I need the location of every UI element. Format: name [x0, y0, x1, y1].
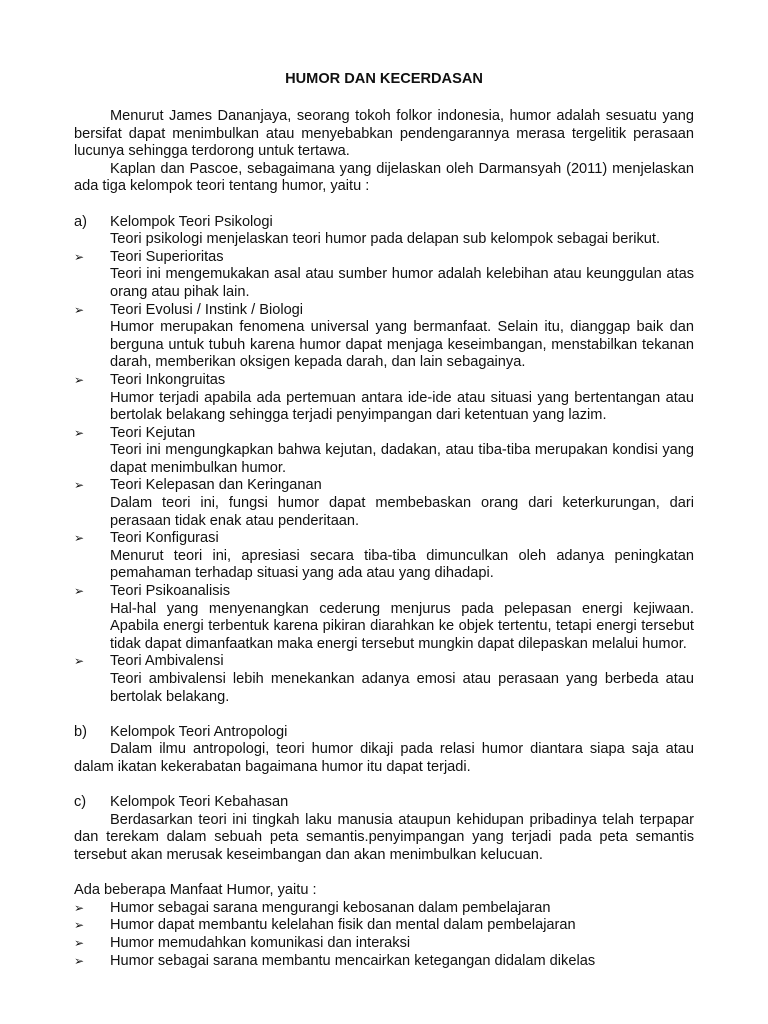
list-item: [74, 900, 694, 918]
arrow-bullet-icon: ➢: [74, 918, 85, 933]
list-item: [74, 953, 694, 971]
section-c-description: Berdasarkan teori ini tingkah laku manusia ataupun kehidupan pribadinya telah terpapar dan terekam dalam sebuah peta semantis.penyimpangan yang terjadi pada peta semantis tersebut akan merusak keseimbangan dan akan menimbulkan kelucuan.: [74, 811, 694, 863]
theory-text: Humor merupakan fenomena universal yang bermanfaat. Selain itu, dianggap baik dan berguna untuk tubuh karena humor dapat menjaga keseimbangan, menstabilkan tekanan darah, memberikan oksigen kepada darah, dan lain sebagainya.: [110, 319, 694, 371]
arrow-bullet-icon: ➢: [74, 372, 85, 387]
arrow-bullet-icon: ➢: [74, 935, 85, 950]
arrow-bullet-icon: ➢: [74, 584, 85, 599]
arrow-bullet-icon: ➢: [74, 953, 85, 968]
theory-title: Teori Ambivalensi: [110, 653, 224, 670]
theory-title: Teori Psikoanalisis: [110, 583, 231, 600]
benefit-text: Humor sebagai sarana mengurangi kebosanan dalam pembelajaran: [110, 899, 551, 916]
theory-text: Menurut teori ini, apresiasi secara tiba-tiba dimunculkan oleh adanya peningkatan pemahaman terhadap situasi yang ada atau yang dihadapi.: [110, 547, 694, 582]
theory-title: Teori Evolusi / Instink / Biologi: [110, 301, 304, 318]
list-item: [74, 425, 694, 443]
section-a-title: Kelompok Teori Psikologi: [110, 213, 273, 230]
list-item: [74, 477, 694, 495]
section-b-description: Dalam ilmu antropologi, teori humor dikaji pada relasi humor diantara siapa saja atau dalam ikatan kekerabatan bagaimana humor itu dapat terjadi.: [74, 741, 694, 775]
theory-text: Dalam teori ini, fungsi humor dapat membebaskan orang dari keterkurungan, dari perasaan tidak enak atau penderitaan.: [110, 495, 694, 529]
section-a-marker: a): [74, 213, 87, 230]
document-body: [74, 108, 694, 970]
theory-text: Hal-hal yang menyenangkan cederung menjurus pada pelepasan energi kejiwaan. Apabila energi terbentuk karena pikiran diarahkan ke objek tertentu, tetapi energi tersebut tidak dapat dimanfaatkan maka energi tersebut mungkin dapat dilepaskan melalui humor.: [110, 600, 694, 652]
list-item: [74, 917, 694, 935]
section-a-description: Teori psikologi menjelaskan teori humor pada delapan sub kelompok sebagai berikut.: [110, 231, 661, 248]
benefits-heading: Ada beberapa Manfaat Humor, yaitu :: [74, 882, 317, 899]
list-item: [74, 302, 694, 320]
list-item: [74, 249, 694, 267]
theory-list: [74, 249, 694, 706]
arrow-bullet-icon: ➢: [74, 900, 85, 915]
theory-title: Teori Kelepasan dan Keringanan: [110, 477, 322, 494]
theory-title: Teori Superioritas: [110, 248, 224, 265]
benefit-text: Humor sebagai sarana membantu mencairkan ketegangan didalam dikelas: [110, 952, 596, 969]
document-title: HUMOR DAN KECERDASAN: [285, 71, 483, 87]
arrow-bullet-icon: ➢: [74, 654, 85, 669]
section-b-title: Kelompok Teori Antropologi: [110, 723, 288, 740]
section-c-heading: [74, 794, 694, 812]
list-item: [74, 653, 694, 671]
intro-paragraph-2: Kaplan dan Pascoe, sebagaimana yang dijelaskan oleh Darmansyah (2011) menjelaskan ada tiga kelompok teori tentang humor, yaitu :: [74, 160, 694, 195]
list-item: [74, 530, 694, 548]
list-item: [74, 935, 694, 953]
list-item: [74, 583, 694, 601]
benefit-text: Humor dapat membantu kelelahan fisik dan mental dalam pembelajaran: [110, 917, 576, 934]
theory-title: Teori Kejutan: [110, 424, 196, 441]
section-b-heading: [74, 724, 694, 742]
arrow-bullet-icon: ➢: [74, 302, 85, 317]
intro-paragraph-1: Menurut James Dananjaya, seorang tokoh folkor indonesia, humor adalah sesuatu yang bersifat dapat menimbulkan atau menyebabkan pendengarannya merasa tergelitik perasaan lucunya sehingga terdorong untuk tertawa.: [74, 108, 694, 160]
theory-title: Teori Inkongruitas: [110, 371, 226, 388]
benefits-list: [74, 900, 694, 970]
section-a-heading: [74, 214, 694, 232]
theory-text: Teori ini mengemukakan asal atau sumber humor adalah kelebihan atau keunggulan atas orang atau pihak lain.: [110, 266, 694, 300]
section-c-marker: c): [74, 794, 87, 811]
arrow-bullet-icon: ➢: [74, 249, 85, 264]
arrow-bullet-icon: ➢: [74, 531, 85, 546]
arrow-bullet-icon: ➢: [74, 425, 85, 440]
theory-text: Teori ini mengungkapkan bahwa kejutan, dadakan, atau tiba-tiba merupakan kondisi yang dapat menimbulkan humor.: [110, 442, 694, 476]
arrow-bullet-icon: ➢: [74, 478, 85, 493]
theory-text: Teori ambivalensi lebih menekankan adanya emosi atau perasaan yang berbeda atau bertolak belakang.: [110, 671, 694, 705]
section-c-title: Kelompok Teori Kebahasan: [110, 794, 289, 811]
section-b-marker: b): [74, 723, 87, 740]
theory-title: Teori Konfigurasi: [110, 530, 219, 547]
list-item: [74, 372, 694, 390]
theory-text: Humor terjadi apabila ada pertemuan antara ide-ide atau situasi yang bertentangan atau bertolak belakang sehingga terjadi penyimpangan dari ketentuan yang lazim.: [110, 389, 694, 424]
benefit-text: Humor memudahkan komunikasi dan interaksi: [110, 934, 411, 951]
